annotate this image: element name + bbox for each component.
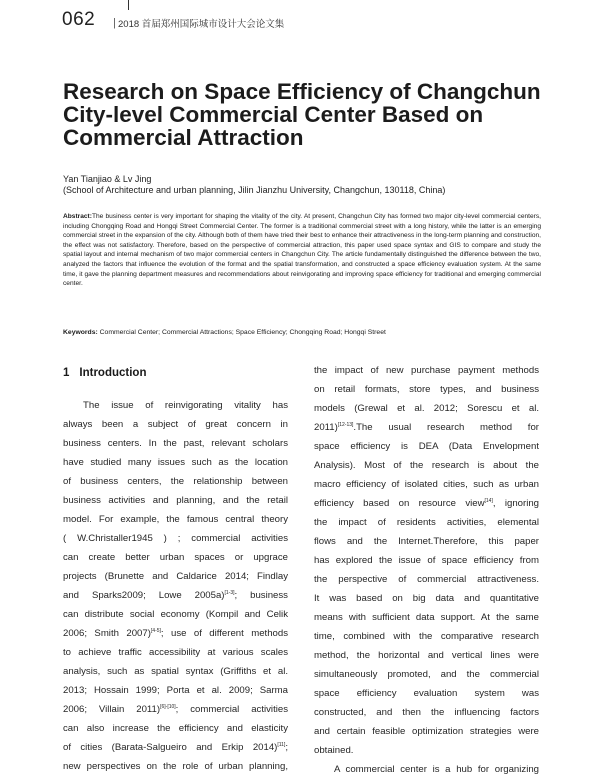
title-line: Commercial Attraction xyxy=(63,125,304,150)
line-text-after: ; xyxy=(285,742,288,753)
line-text: space efficiency evaluation system was xyxy=(314,688,539,699)
line-text: to achieve traffic accessibility at various scales xyxy=(63,647,288,658)
text-line xyxy=(314,517,539,529)
citation-ref: [6]-[10] xyxy=(160,704,176,710)
line-text: can distribute social economy (Kompil and Celik xyxy=(63,609,288,620)
line-text: the impact of residents activities, elemental xyxy=(314,517,539,528)
text-line xyxy=(63,742,288,754)
line-text: always been a subject of great concern in xyxy=(63,419,288,430)
section-heading xyxy=(63,367,146,379)
text-line xyxy=(63,419,288,431)
citation-ref: [4-5] xyxy=(150,628,161,634)
line-text: the perspective of commercial attractiveness. xyxy=(314,574,539,585)
text-line xyxy=(314,384,539,396)
text-line xyxy=(63,514,288,526)
line-text: business centers. In the past, relevant scholars xyxy=(63,438,288,449)
affiliation: (School of Architecture and urban planning, Jilin Jianzhu University, Changchun, 130118, China) xyxy=(63,185,446,195)
line-text: the impact of new purchase payment methods xyxy=(314,365,539,376)
line-text: obtained. xyxy=(314,745,354,756)
paper-title xyxy=(63,80,553,149)
text-line xyxy=(314,574,539,586)
text-line xyxy=(314,688,539,700)
line-text: 2006; Smith 2007) xyxy=(63,628,151,639)
text-line xyxy=(63,552,288,564)
keywords xyxy=(63,329,541,336)
text-line xyxy=(314,422,539,434)
line-text-after: ; use of different methods xyxy=(160,628,288,639)
line-text: have studied many issues such as the location xyxy=(63,457,288,468)
text-line xyxy=(314,403,539,415)
line-text: and Sparks2009; Lowe 2005a) xyxy=(63,590,225,601)
abstract-text: The business center is very important for shaping the vitality of the city. At present, Changchun City has formed two major city-level commercial centers, including Chongqing Road and Hongqi Street Commercial Center. The former is a traditional commercial street with a long history, while the latter is an emerging commercial street in the expansion of the city. Although both of them have tried their best to enhance their attractiveness in the long-term planning and construction, the effect was not satisfactory. Therefore, based on the perspective of commercial attraction, this paper used space syntax and GIS to compare and study the spatial layout and internal mechanism of two major commercial centers in Changchun City. The article fundamentally distinguished the difference between the two, analyzed the factors that influence the evolution of the format and the spatial transformation, and constructed a space efficiency evaluation system. At the same time, it gave the planning department measures and recommendations about reinvigorating and improving space efficiency for traditional and emerging commercial center. xyxy=(63,213,541,288)
text-line xyxy=(314,612,539,624)
keywords-label: Keywords: xyxy=(63,329,98,336)
line-text: flows and the Internet.Therefore, this paper xyxy=(314,536,539,547)
text-line xyxy=(63,761,288,773)
line-text: of cities (Barata-Salgueiro and Erkip 2014) xyxy=(63,742,278,753)
line-text-after: , ignoring xyxy=(492,498,540,509)
line-text-after: .The usual research method for xyxy=(353,422,539,433)
text-line xyxy=(63,457,288,469)
crop-mark xyxy=(128,0,129,10)
text-line xyxy=(314,764,539,776)
citation-ref: [12-13] xyxy=(337,422,354,428)
text-line xyxy=(63,609,288,621)
text-line xyxy=(314,498,539,510)
line-text: method, the horizontal and vertical lines were xyxy=(314,650,539,661)
text-line xyxy=(314,669,539,681)
line-text: projects (Brunette and Caldarice 2014; Findlay xyxy=(63,571,288,582)
text-line xyxy=(314,726,539,738)
text-line xyxy=(314,707,539,719)
line-text: 2011) xyxy=(314,422,338,433)
line-text: efficiency based on resource view xyxy=(314,498,485,509)
line-text: constructed, and then the influencing factors xyxy=(314,707,539,718)
text-line xyxy=(314,745,539,757)
line-text: and certain feasible optimization strategies were xyxy=(314,726,539,737)
line-text: has explored the issue of space efficiency from xyxy=(314,555,539,566)
line-text: The issue of reinvigorating vitality has xyxy=(83,400,288,411)
text-line xyxy=(314,536,539,548)
line-text: 2013; Hossain 1999; Porta et al. 2009; Sarma xyxy=(63,685,288,696)
text-line xyxy=(63,685,288,697)
line-text: of business centers, the relationship between xyxy=(63,476,288,487)
line-text: models (Grewal et al. 2012; Sorescu et al. xyxy=(314,403,539,414)
line-text-after: ; business xyxy=(234,590,288,601)
line-text: time, combined with the comparative research xyxy=(314,631,539,642)
line-text: can create better urban spaces or upgrace xyxy=(63,552,288,563)
text-line xyxy=(63,666,288,678)
line-text: simultaneously promoted, and the commercial xyxy=(314,669,539,680)
header-separator: | xyxy=(113,17,116,29)
text-line xyxy=(63,476,288,488)
text-line xyxy=(63,495,288,507)
page-number: 062 xyxy=(62,9,96,30)
line-text: model. For example, the famous central theory xyxy=(63,514,288,525)
line-text: business activities and planning, and the retail xyxy=(63,495,288,506)
text-line xyxy=(63,723,288,735)
text-line xyxy=(314,631,539,643)
line-text: ( W.Christaller1945 ) ; commercial activities xyxy=(63,533,288,544)
abstract-label: Abstract: xyxy=(63,213,92,220)
citation-ref: [14] xyxy=(484,498,493,504)
citation-ref: [1-3] xyxy=(224,590,235,596)
text-line xyxy=(314,365,539,377)
line-text: means with sufficient data support. At the same xyxy=(314,612,539,623)
section-title: Introduction xyxy=(79,367,147,379)
line-text: analysis, such as spatial syntax (Griffiths et al. xyxy=(63,666,288,677)
text-line xyxy=(63,647,288,659)
line-text: Analysis). Most of the research is about the xyxy=(314,460,539,471)
text-line xyxy=(314,460,539,472)
text-line xyxy=(63,400,288,412)
text-line xyxy=(314,650,539,662)
line-text: macro efficiency of isolated cities, such as urban xyxy=(314,479,539,490)
text-line xyxy=(63,590,288,602)
line-text: space efficiency is DEA (Data Envelopment xyxy=(314,441,539,452)
title-line: City-level Commercial Center Based on xyxy=(63,102,484,127)
text-line xyxy=(63,571,288,583)
line-text: can also increase the efficiency and elasticity xyxy=(63,723,288,734)
keywords-text: Commercial Center; Commercial Attractions; Space Efficiency; Chongqing Road; Hongqi Street xyxy=(99,329,386,336)
text-line xyxy=(63,438,288,450)
text-line xyxy=(314,479,539,491)
text-line xyxy=(63,533,288,545)
line-text: new perspectives on the role of urban planning, xyxy=(63,761,288,772)
line-text: It was based on big data and quantitative xyxy=(314,593,539,604)
title-line: Research on Space Efficiency of Changchun xyxy=(63,79,541,104)
citation-ref: [11] xyxy=(277,742,286,748)
line-text: A commercial center is a hub for organizing xyxy=(334,764,539,775)
text-line xyxy=(314,441,539,453)
text-line xyxy=(314,555,539,567)
text-line xyxy=(63,628,288,640)
running-header: 2018 首届郑州国际城市设计大会论文集 xyxy=(118,19,285,30)
line-text-after: ; commercial activities xyxy=(175,704,288,715)
section-number: 1 xyxy=(63,367,70,379)
text-line xyxy=(63,704,288,716)
text-line xyxy=(314,593,539,605)
abstract xyxy=(63,212,541,289)
line-text: 2006; Villain 2011) xyxy=(63,704,161,715)
line-text: on retail formats, store types, and business xyxy=(314,384,539,395)
authors: Yan Tianjiao & Lv Jing xyxy=(63,174,152,184)
